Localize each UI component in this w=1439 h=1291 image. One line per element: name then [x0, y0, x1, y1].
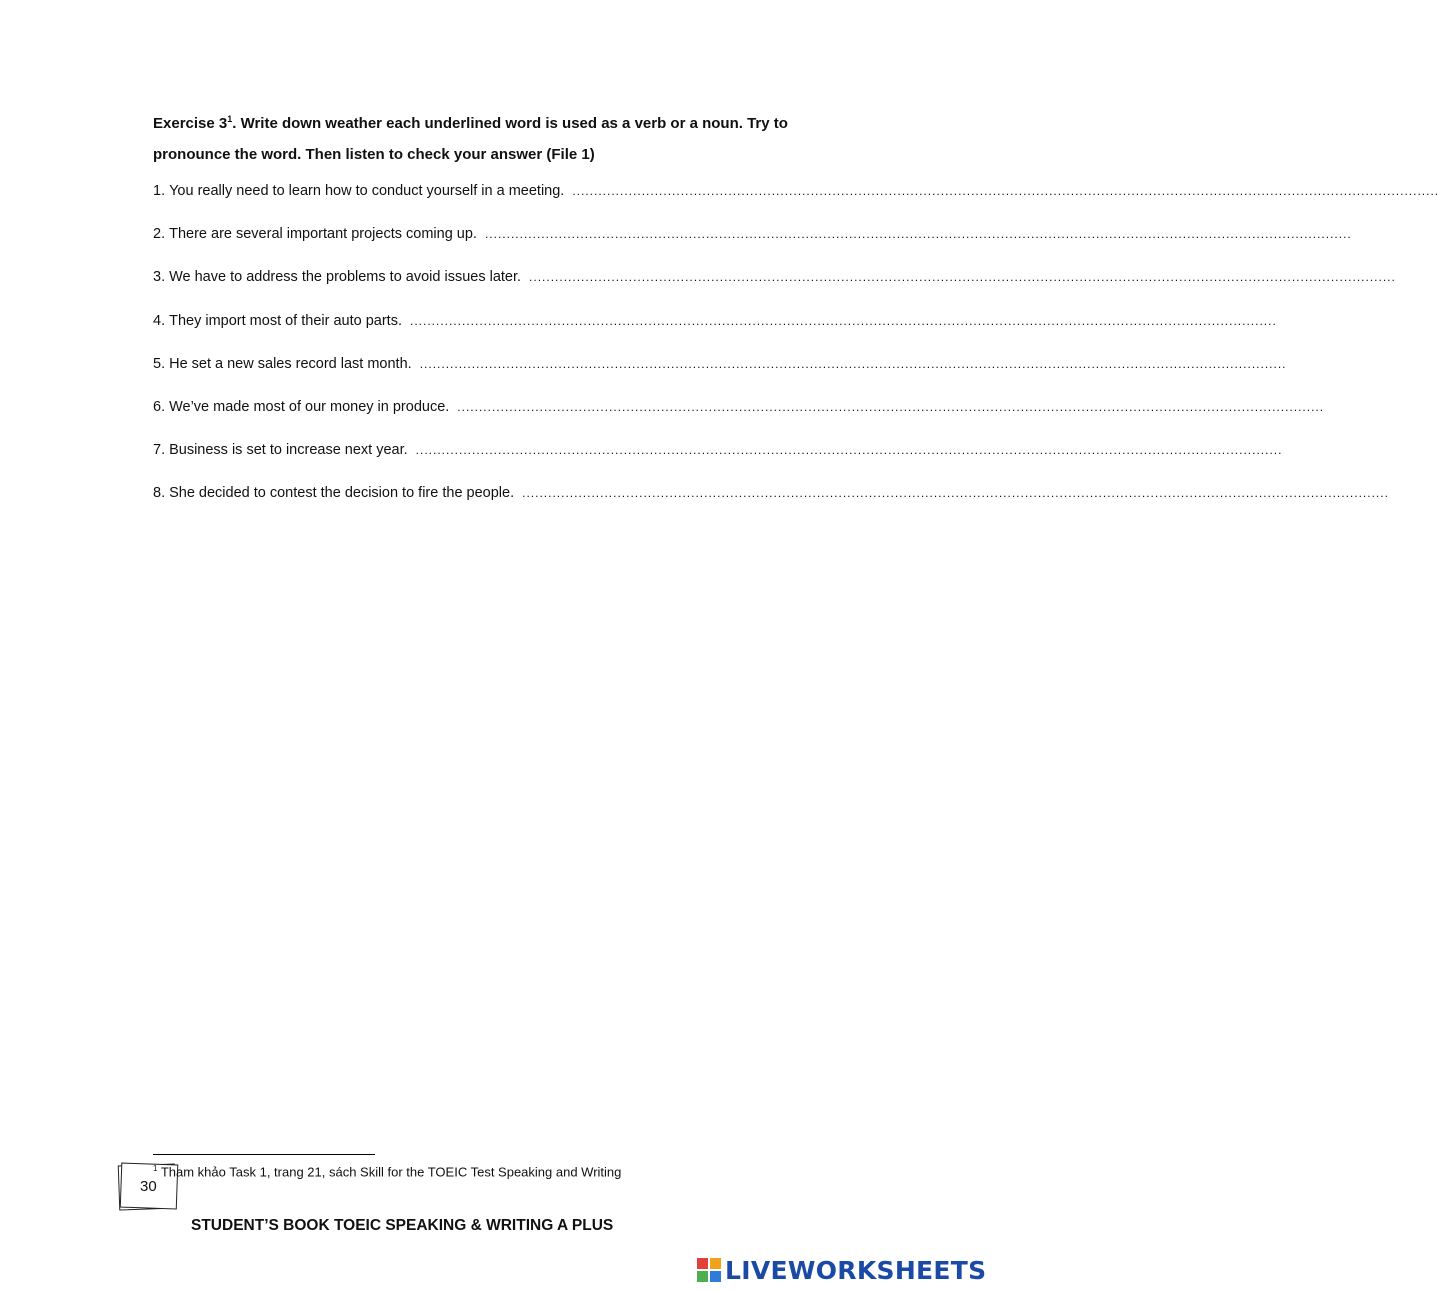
answer-blank[interactable]: ........................................................................................................................................................................................................ — [457, 399, 1325, 414]
exercise-label: Exercise 3 — [153, 115, 228, 132]
item-number: 8. — [153, 485, 166, 502]
logo-block — [697, 1258, 708, 1269]
exercise-item — [153, 355, 1287, 399]
item-sentence: We’ve made most of our money in produce. — [169, 398, 450, 415]
exercise-item — [153, 226, 1352, 269]
item-number: 4. — [153, 312, 166, 329]
exercise-item — [153, 442, 1283, 485]
answer-blank[interactable]: ........................................................................................................................................................................................................ — [419, 356, 1287, 371]
answer-blank[interactable]: ........................................................................................................................................................................................................ — [522, 486, 1389, 501]
footnote-divider — [153, 1154, 375, 1155]
item-sentence: They import most of their auto parts. — [169, 312, 402, 329]
logo-block — [697, 1271, 708, 1282]
exercise-item — [153, 398, 1325, 442]
logo-wordmark: LIVEWORKSHEETS — [725, 1255, 987, 1285]
page-number: 30 — [140, 1178, 157, 1195]
item-number: 2. — [153, 226, 166, 243]
logo-block — [710, 1258, 721, 1269]
exercise-item — [153, 485, 1389, 528]
logo-block — [710, 1271, 721, 1282]
logo-blocks-icon — [697, 1258, 721, 1282]
item-sentence: She decided to contest the decision to fire the people. — [169, 485, 515, 502]
book-title: STUDENT’S BOOK TOEIC SPEAKING & WRITING A PLUS — [191, 1217, 614, 1234]
exercise-item — [153, 312, 1277, 356]
item-number: 6. — [153, 398, 166, 415]
footnote-ref: 1 — [227, 114, 233, 124]
answer-blank[interactable]: ........................................................................................................................................................................................................ — [484, 227, 1352, 242]
answer-blank[interactable]: ........................................................................................................................................................................................................ — [415, 443, 1283, 458]
answer-blank[interactable]: ........................................................................................................................................................................................................ — [572, 184, 1439, 198]
item-sentence: Business is set to increase next year. — [169, 442, 408, 459]
exercise-item — [153, 183, 1439, 226]
item-number: 7. — [153, 442, 166, 459]
liveworksheets-logo[interactable] — [697, 1254, 986, 1286]
item-sentence: We have to address the problems to avoid issues later. — [169, 269, 522, 286]
item-number: 3. — [153, 269, 166, 286]
exercise-instruction: . Write down weather each underlined word is used as a verb or a noun. Try to pronounce the word. Then listen to check your answer (File 1) — [153, 115, 788, 163]
item-number: 5. — [153, 355, 166, 372]
footnote-marker: 1 — [153, 1164, 158, 1173]
item-sentence: He set a new sales record last month. — [169, 355, 412, 372]
answer-blank[interactable]: ........................................................................................................................................................................................................ — [529, 270, 1396, 285]
footnote-text: Tham khảo Task 1, trang 21, sách Skill for the TOEIC Test Speaking and Writing — [160, 1164, 622, 1180]
answer-blank[interactable]: ........................................................................................................................................................................................................ — [410, 313, 1277, 328]
footnote — [153, 1164, 621, 1179]
exercise-items — [153, 183, 1439, 529]
exercise-heading — [153, 108, 853, 170]
item-sentence: You really need to learn how to conduct yourself in a meeting. — [169, 183, 565, 199]
item-number: 1. — [153, 183, 166, 199]
item-sentence: There are several important projects coming up. — [169, 226, 477, 243]
exercise-item — [153, 269, 1396, 312]
